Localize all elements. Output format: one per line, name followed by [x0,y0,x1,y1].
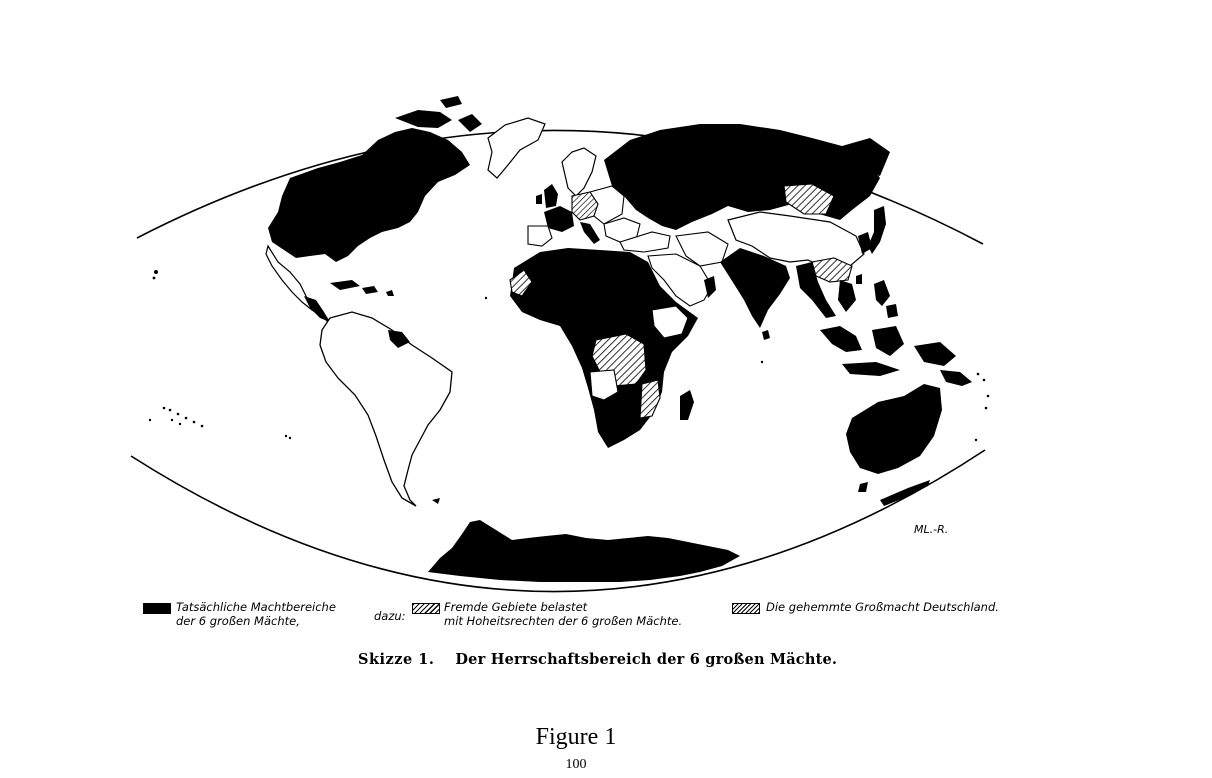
legend-item2-line2: mit Hoheitsrechten der 6 großen Mächte. [444,614,683,628]
arctic-islands [395,96,482,132]
madagascar [680,390,694,420]
legend-swatch-power [143,603,171,614]
tasmania [858,482,868,492]
legend-dazu-label: dazu: [374,609,406,623]
scandinavia [562,148,596,196]
north-america-power [268,128,470,262]
italy [580,222,600,244]
legend-item1-line2: der 6 großen Mächte, [176,614,300,628]
antarctica [428,520,740,582]
page-number: 100 [565,757,587,772]
legend-swatch-foreign [412,603,440,614]
legend-item2-line1: Fremde Gebiete belastet [444,600,588,614]
formosa [856,274,862,284]
british-isles [536,184,558,208]
philippines [874,280,898,318]
australia [846,384,942,474]
map-caption [358,651,837,668]
map-signature: ML.-R. [914,523,949,536]
new-guinea [940,370,972,386]
legend-item1-line1: Tatsächliche Machtbereiche [176,600,336,614]
ceylon [762,330,770,340]
falklands [432,498,440,504]
east-indies [820,326,956,376]
central-america-power [304,296,330,322]
legend-swatch-germany [732,603,760,614]
greenland [488,118,545,178]
legend-item3: Die gehemmte Großmacht Deutschland. [766,600,999,614]
iberia [528,226,552,246]
japan [868,206,886,254]
ussr-power [604,124,880,230]
caption-label: Skizze 1. [358,651,435,668]
caption-text: Der Herrschaftsbereich der 6 großen Mächte. [455,651,838,668]
figure-title: Figure 1 [535,724,617,750]
south-america [320,312,452,506]
mozambique-hatched [640,380,660,418]
caribbean-islands [330,280,394,296]
new-zealand [880,480,930,506]
